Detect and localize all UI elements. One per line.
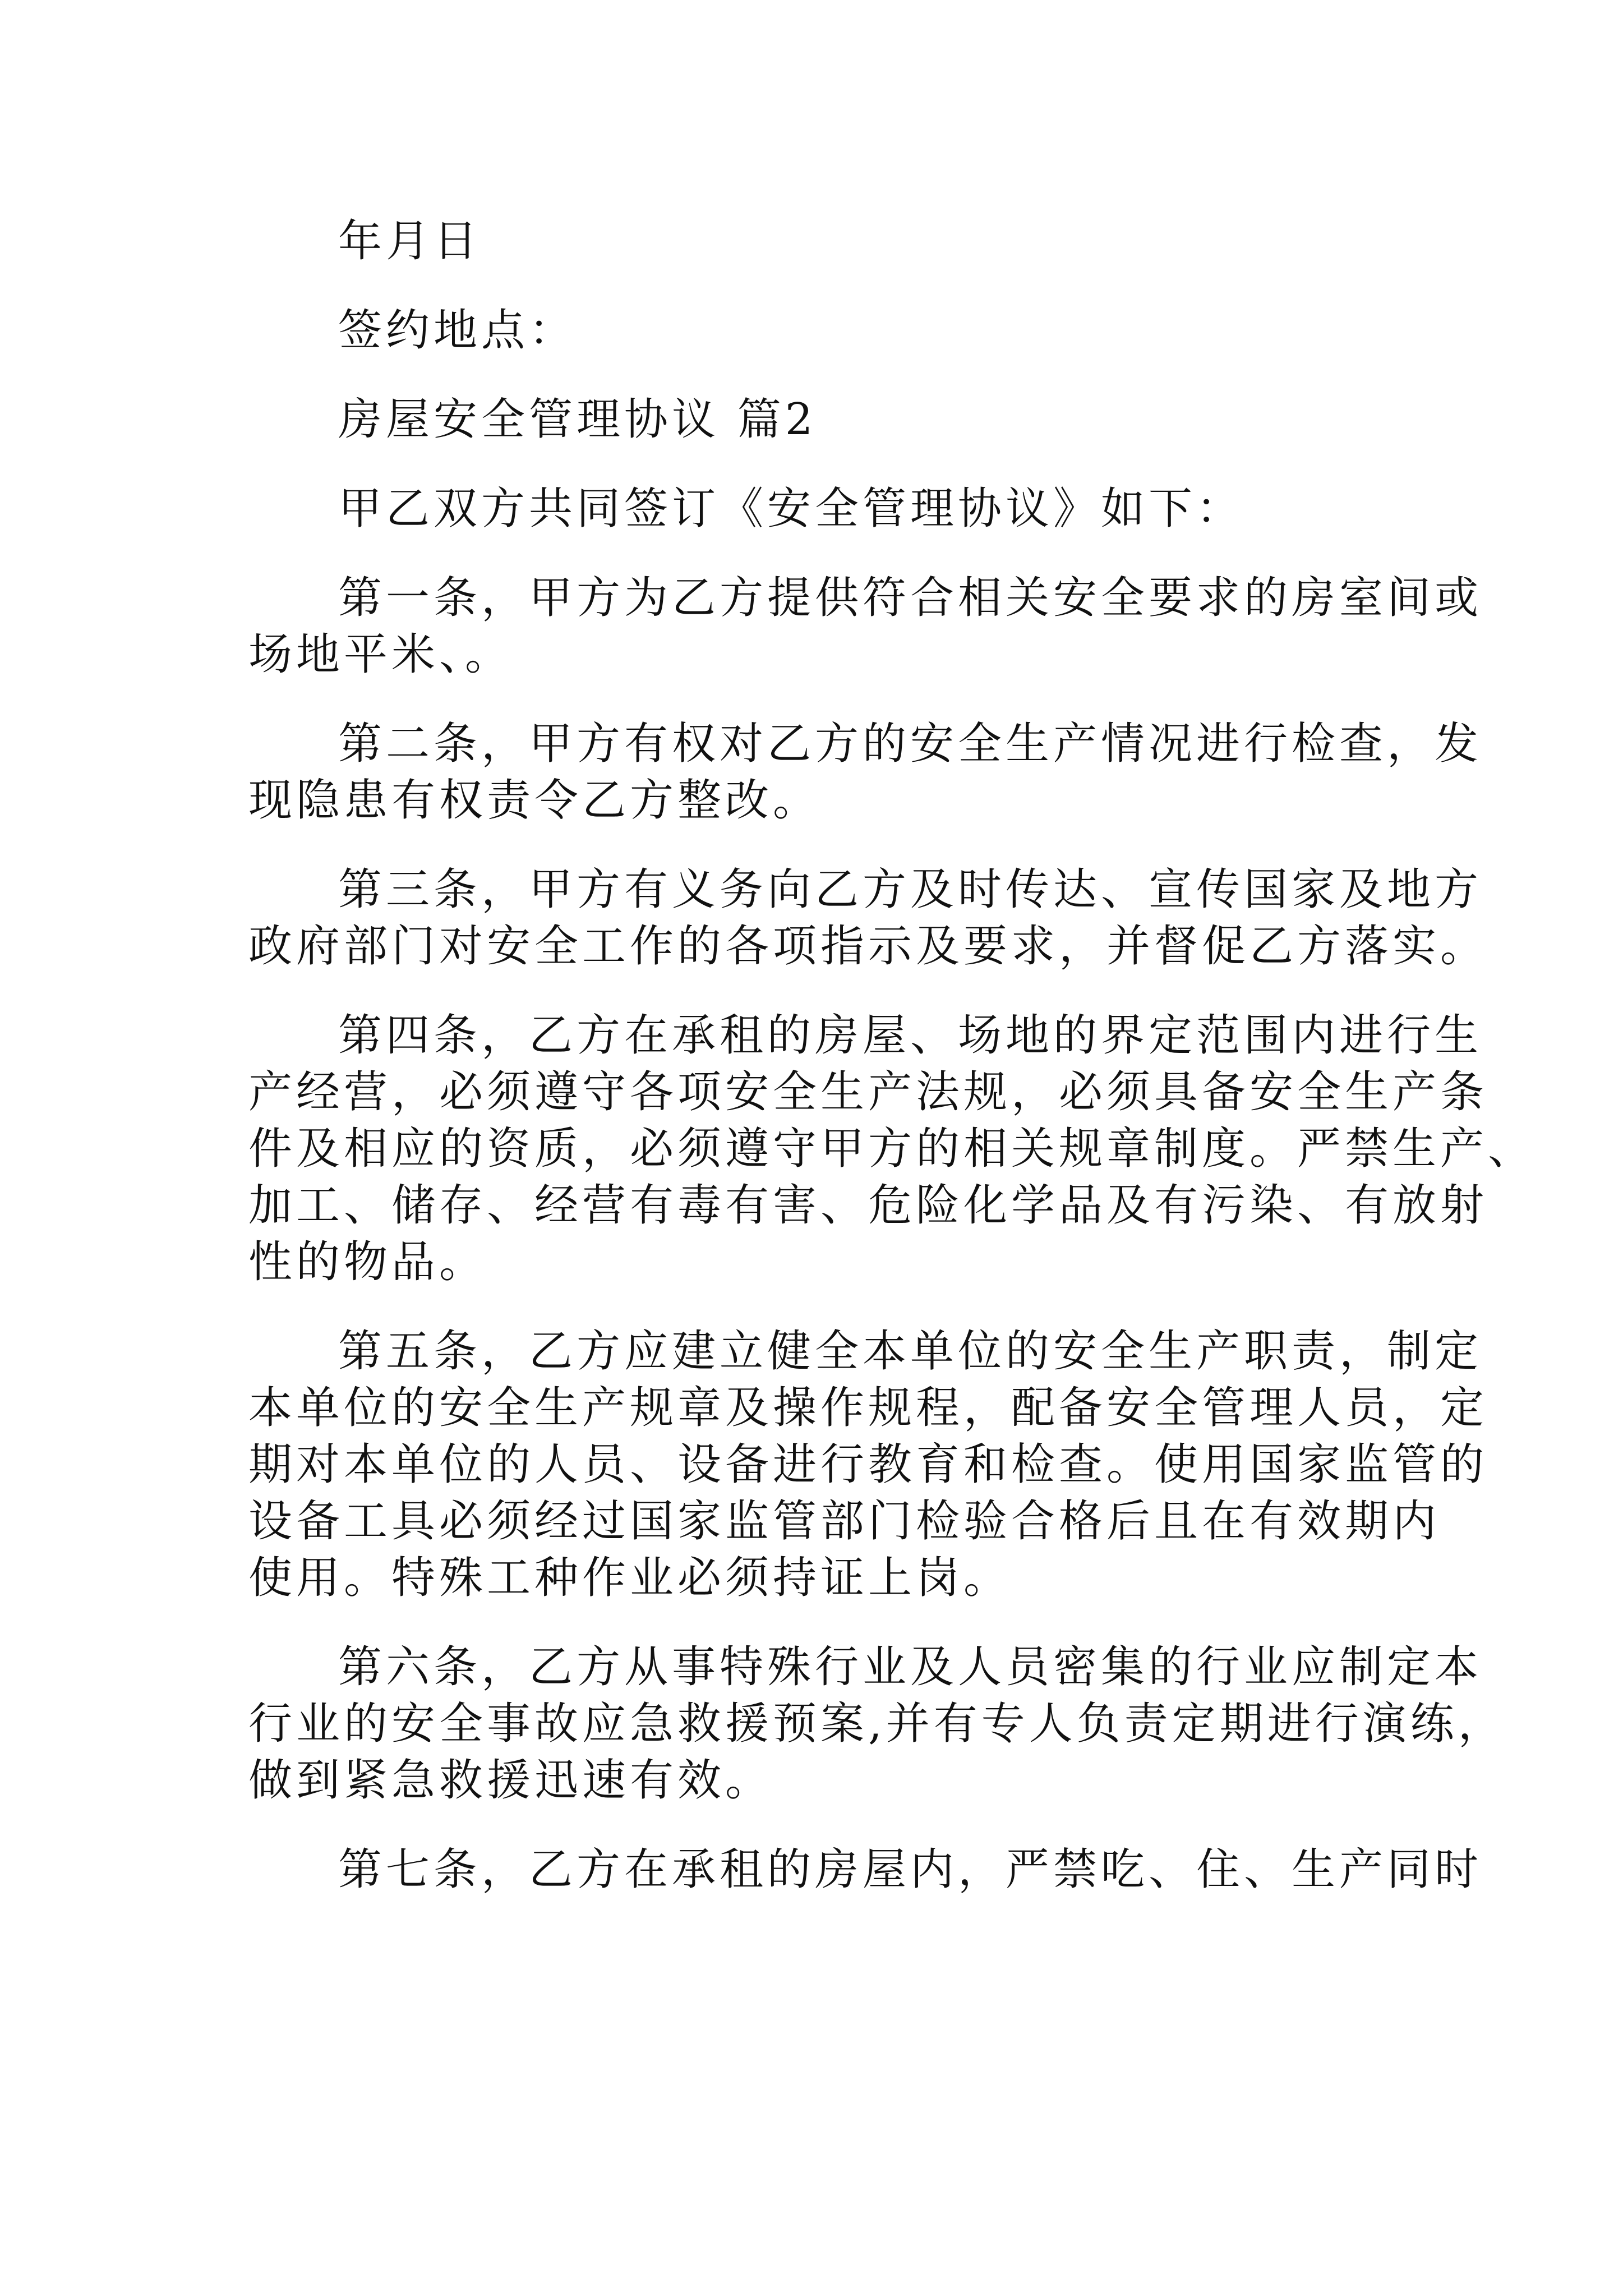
document-body xyxy=(248,213,1536,1931)
article-line: 产经营，必须遵守各项安全生产法规，必须具备安全生产条 xyxy=(248,1067,1488,1117)
section-heading: 房屋安全管理协议 篇2 xyxy=(338,394,817,445)
article-line: 现隐患有权责令乙方整改。 xyxy=(248,775,821,826)
article-line: 使用。特殊工种作业必须持证上岗。 xyxy=(248,1553,1012,1603)
article-line: 期对本单位的人员、设备进行教育和检查。使用国家监管的 xyxy=(248,1439,1488,1490)
article-line: 本单位的安全生产规章及操作规程，配备安全管理人员，定 xyxy=(248,1383,1488,1433)
article-line: 政府部门对安全工作的各项指示及要求，并督促乙方落实。 xyxy=(248,921,1488,972)
article-1 xyxy=(248,570,1483,683)
article-line: 件及相应的资质，必须遵守甲方的相关规章制度。严禁生产、 xyxy=(248,1124,1536,1174)
signing-place-label: 签约地点： xyxy=(338,305,577,356)
article-line: 性的物品。 xyxy=(248,1237,487,1287)
article-line: 第三条，甲方有义务向乙方及时传达、宣传国家及地方 xyxy=(338,864,1483,915)
article-line: 设备工具必须经过国家监管部门检验合格后且在有效期内 xyxy=(248,1496,1441,1547)
article-4 xyxy=(248,1007,1536,1291)
article-line: 行业的安全事故应急救援预案,并有专人负责定期进行演练， xyxy=(248,1699,1506,1749)
article-5 xyxy=(248,1323,1488,1607)
article-line: 第五条，乙方应建立健全本单位的安全生产职责，制定 xyxy=(338,1326,1483,1377)
article-line: 加工、储存、经营有毒有害、危险化学品及有污染、有放射 xyxy=(248,1180,1488,1231)
article-line: 第二条，甲方有权对乙方的安全生产情况进行检查，发 xyxy=(338,719,1483,769)
agreement-intro: 甲乙双方共同签订《安全管理协议》如下： xyxy=(338,484,1244,534)
article-7 xyxy=(248,1842,1483,1898)
article-line: 第四条，乙方在承租的房屋、场地的界定范围内进行生 xyxy=(338,1010,1483,1061)
article-2 xyxy=(248,716,1483,829)
article-line: 第七条，乙方在承租的房屋内，严禁吃、住、生产同时 xyxy=(338,1844,1483,1895)
article-line: 第一条，甲方为乙方提供符合相关安全要求的房室间或 xyxy=(338,573,1483,623)
article-line: 场地平米、。 xyxy=(248,629,513,680)
article-line: 做到紧急救援迅速有效。 xyxy=(248,1755,773,1806)
article-line: 第六条，乙方从事特殊行业及人员密集的行业应制定本 xyxy=(338,1642,1483,1692)
article-6 xyxy=(248,1639,1506,1809)
date-line: 年月日 xyxy=(338,216,482,266)
article-3 xyxy=(248,862,1488,975)
